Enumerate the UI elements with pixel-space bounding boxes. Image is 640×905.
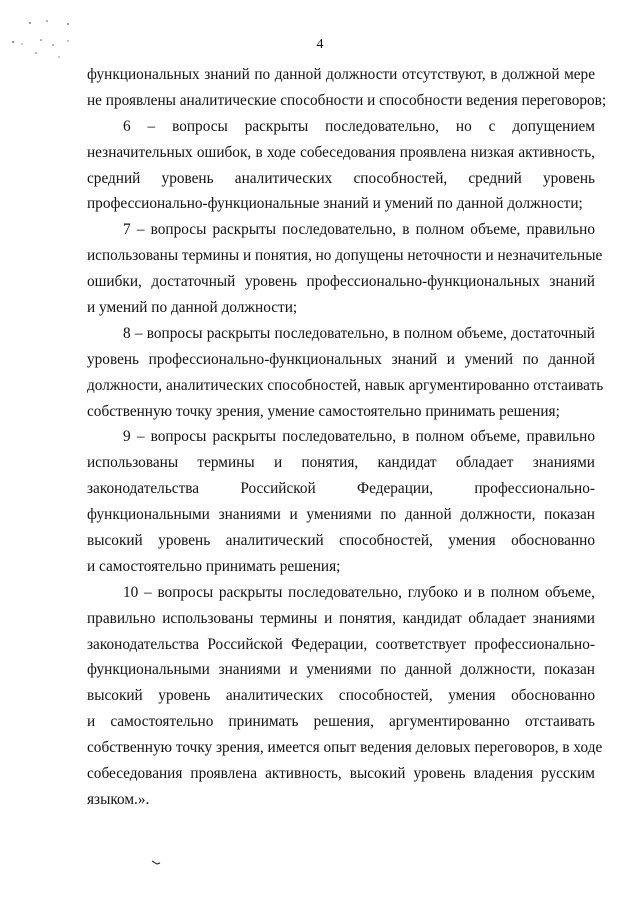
text-line: средний уровень аналитических способностей, средний уровень: [87, 169, 595, 187]
text-line: языком.».: [87, 790, 150, 808]
text-line: функциональными знаниями и умениями по данной должности, показан: [87, 661, 595, 679]
text-line: незначительных ошибок, в ходе собеседования проявлена низкая активность,: [87, 143, 595, 161]
text-line: правильно использованы термины и понятия, кандидат обладает знаниями: [87, 609, 595, 627]
text-line: профессионально-функциональные знаний и умений по данной должности;: [87, 195, 583, 213]
paragraph-score-7-first-line: 7 – вопросы раскрыты последовательно, в полном объеме, правильно: [123, 221, 595, 239]
text-line: и самостоятельно принимать решения;: [87, 557, 341, 575]
text-line: функциональных знаний по данной должности отсутствуют, в должной мере: [87, 66, 595, 83]
text-line: высокий уровень аналитических способностей, умения обоснованно: [87, 687, 595, 705]
text-line: ошибки, достаточный уровень профессионально-функциональных знаний: [87, 273, 595, 291]
paragraph-score-8-first-line: 8 – вопросы раскрыты последовательно, в полном объеме, достаточный: [123, 324, 595, 342]
text-line: и самостоятельно принимать решения, аргументированно отстаивать: [87, 713, 595, 731]
text-line: использованы термины и понятия, кандидат обладает знаниями: [87, 454, 595, 472]
paragraph-score-10-first-line: 10 – вопросы раскрыты последовательно, глубоко и в полном объеме,: [123, 583, 595, 601]
document-body: [87, 62, 607, 813]
text-line: использованы термины и понятия, но допущены неточности и незначительные: [87, 247, 603, 265]
scan-noise-specks: [0, 0, 90, 70]
text-line: не проявлены аналитические способности и способности ведения переговоров;: [87, 91, 607, 109]
text-line: уровень профессионально-функциональных знаний и умений по данной: [87, 350, 595, 368]
paragraph-score-6-first-line: 6 – вопросы раскрыты последовательно, но с допущением: [123, 117, 595, 135]
paragraph-score-9-first-line: 9 – вопросы раскрыты последовательно, в полном объеме, правильно: [123, 428, 595, 446]
text-line: собственную точку зрения, имеется опыт ведения деловых переговоров, в ходе: [87, 739, 603, 757]
text-line: законодательства Российской Федерации, профессионально-: [87, 480, 595, 498]
text-line: и умений по данной должности;: [87, 299, 298, 317]
text-line: должности, аналитических способностей, навык аргументированно отстаивать: [87, 376, 604, 394]
text-line: функциональными знаниями и умениями по данной должности, показан: [87, 506, 595, 524]
text-line: собственную точку зрения, умение самостоятельно принимать решения;: [87, 402, 560, 420]
text-line: законодательства Российской Федерации, соответствует профессионально-: [87, 635, 595, 653]
scan-mark: [150, 858, 162, 868]
text-line: высокий уровень аналитический способностей, умения обоснованно: [87, 532, 595, 550]
text-line: собеседования проявлена активность, высокий уровень владения русским: [87, 765, 595, 783]
page-number: 4: [316, 37, 324, 52]
